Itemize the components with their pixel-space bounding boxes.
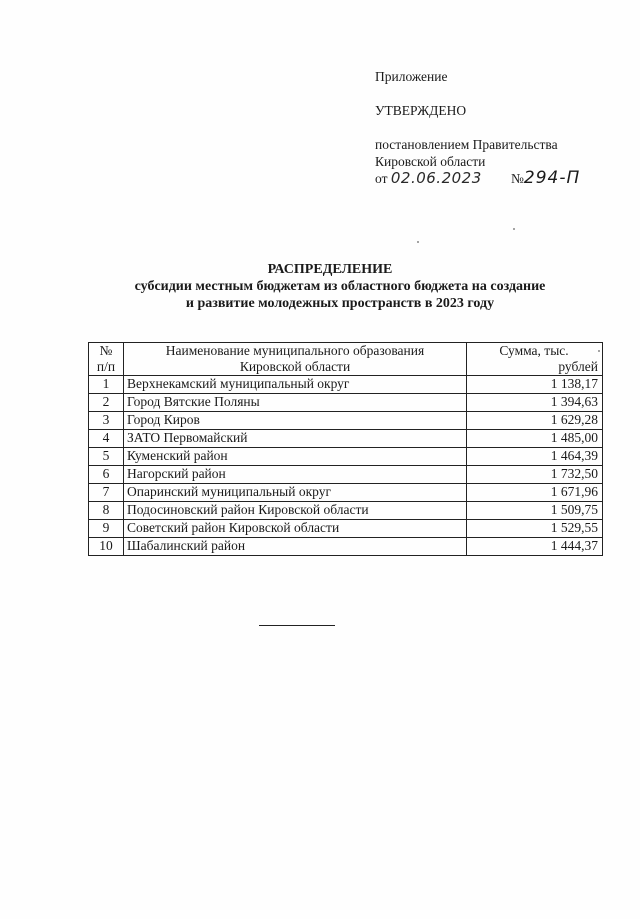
title-line-3: и развитие молодежных пространств в 2023 году — [185, 296, 495, 311]
row-sum: 1 671,96 — [467, 484, 603, 502]
title-heading: РАСПРЕДЕЛЕНИЕ — [267, 262, 393, 277]
row-name: Опаринский муниципальный округ — [124, 484, 467, 502]
date-prefix: от — [375, 171, 388, 186]
row-sum: 1 394,63 — [467, 394, 603, 412]
table-row — [89, 538, 603, 556]
row-number: 9 — [89, 520, 124, 538]
table-row — [89, 520, 603, 538]
number-prefix: № — [511, 171, 524, 186]
row-name: Советский район Кировской области — [124, 520, 467, 538]
row-sum: 1 444,37 — [467, 538, 603, 556]
decree-line-2: Кировской области — [375, 154, 486, 169]
approval-block — [375, 68, 581, 188]
row-number: 2 — [89, 394, 124, 412]
table-row — [89, 394, 603, 412]
handwritten-date: 02.06.2023 — [390, 169, 482, 187]
table-row — [89, 448, 603, 466]
handwritten-number: 294-П — [523, 168, 581, 188]
table-row — [89, 412, 603, 430]
row-sum: 1 138,17 — [467, 376, 603, 394]
row-sum: 1 529,55 — [467, 520, 603, 538]
number-group — [511, 170, 580, 187]
title-line-2: субсидии местным бюджетам из областного бюджета на создание — [134, 279, 546, 294]
scan-speck — [598, 350, 600, 352]
end-of-document-line — [259, 625, 335, 626]
row-sum: 1 732,50 — [467, 466, 603, 484]
distribution-table — [88, 342, 603, 556]
approved-label: УТВЕРЖДЕНО — [375, 103, 467, 118]
row-number: 5 — [89, 448, 124, 466]
table-header-row — [89, 343, 603, 376]
table-row — [89, 484, 603, 502]
row-name: Верхнекамский муниципальный округ — [124, 376, 467, 394]
row-name: Подосиновский район Кировской области — [124, 502, 467, 520]
row-name: Нагорский район — [124, 466, 467, 484]
table-row — [89, 502, 603, 520]
row-number: 10 — [89, 538, 124, 556]
row-number: 7 — [89, 484, 124, 502]
table-row — [89, 376, 603, 394]
header-number: № п/п — [89, 343, 124, 376]
row-number: 4 — [89, 430, 124, 448]
row-number: 6 — [89, 466, 124, 484]
row-name: Шабалинский район — [124, 538, 467, 556]
appendix-label: Приложение — [375, 69, 448, 84]
row-number: 1 — [89, 376, 124, 394]
scan-speck — [513, 228, 515, 230]
row-sum: 1 629,28 — [467, 412, 603, 430]
date-number-line — [375, 168, 581, 188]
row-name: ЗАТО Первомайский — [124, 430, 467, 448]
decree-line-1: постановлением Правительства — [375, 137, 558, 152]
table-row — [89, 466, 603, 484]
row-name: Город Киров — [124, 412, 467, 430]
document-title — [0, 261, 640, 312]
row-number: 3 — [89, 412, 124, 430]
header-sum: Сумма, тыс. рублей — [467, 343, 603, 376]
row-sum: 1 464,39 — [467, 448, 603, 466]
row-number: 8 — [89, 502, 124, 520]
scan-speck — [417, 241, 419, 243]
row-sum: 1 509,75 — [467, 502, 603, 520]
row-sum: 1 485,00 — [467, 430, 603, 448]
row-name: Город Вятские Поляны — [124, 394, 467, 412]
header-name: Наименование муниципального образования Кировской области — [124, 343, 467, 376]
table-row — [89, 430, 603, 448]
row-name: Куменский район — [124, 448, 467, 466]
